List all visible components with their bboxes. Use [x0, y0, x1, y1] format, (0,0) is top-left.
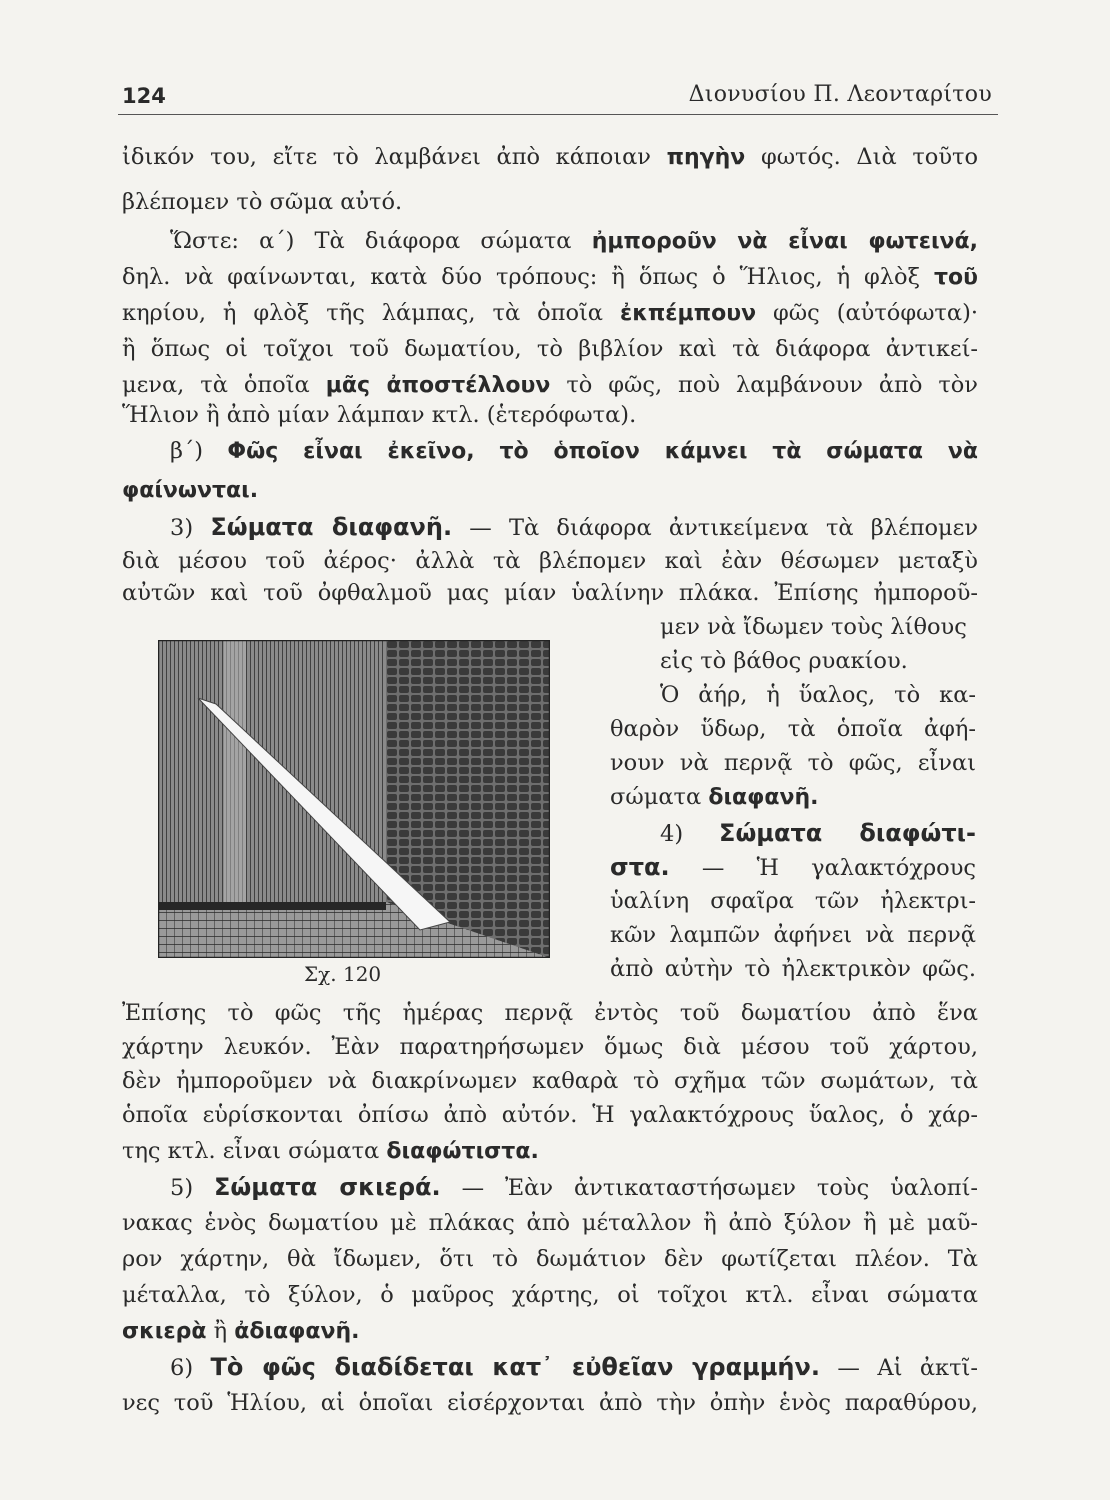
text-line: νουν νὰ περνᾷ τὸ φῶς, εἶναι	[610, 750, 976, 776]
text-line: 5) Σώματα σκιερά. — Ἐὰν ἀντικαταστήσωμεν τοὺς ὑαλοπί-	[170, 1173, 979, 1201]
text-line: κηρίου, ἡ φλὸξ τῆς λάμπας, τὰ ὁποῖα ἐκπέμπουν φῶς (αὐτόφωτα)·	[122, 300, 979, 326]
text-line: 6) Τὸ φῶς διαδίδεται κατ᾽ εὐθεῖαν γραμμήν. — Αἱ ἀκτῖ-	[170, 1353, 978, 1381]
text-line: ὑαλίνη σφαῖρα τῶν ἠλεκτρι-	[610, 888, 976, 914]
text-line: στα. — Ἡ γαλακτόχρους	[610, 853, 977, 881]
text-line: νες τοῦ Ἡλίου, αἱ ὁποῖαι εἰσέρχονται ἀπὸ τὴν ὀπὴν ἑνὸς παραθύρου,	[122, 1390, 978, 1416]
text-line: εἰς τὸ βάθος ρυακίου.	[660, 648, 908, 674]
window-frame	[224, 640, 246, 902]
text-line: βλέπομεν τὸ σῶμα αὐτό.	[122, 189, 403, 215]
text-line: μενα, τὰ ὁποῖα μᾶς ἀποστέλλουν τὸ φῶς, ποὺ λαμβάνουν ἀπὸ τὸν	[122, 372, 978, 398]
text-line: κῶν λαμπῶν ἀφήνει νὰ περνᾷ	[610, 922, 976, 948]
text-line: μεν νὰ ἴδωμεν τοὺς λίθους	[660, 614, 967, 640]
text-line: φαίνωνται.	[122, 478, 259, 503]
text-line: της κτλ. εἶναι σώματα διαφώτιστα.	[122, 1138, 539, 1164]
text-line: Ὥστε: α΄) Τὰ διάφορα σώματα ἠμποροῦν νὰ εἶναι φωτεινά,	[170, 228, 978, 254]
text-line: διὰ μέσου τοῦ ἀέρος· ἀλλὰ τὰ βλέπομεν καὶ ἐὰν θέσωμεν μεταξὺ	[122, 548, 978, 574]
text-line: δὲν ἠμποροῦμεν νὰ διακρίνωμεν καθαρὰ τὸ σχῆμα τῶν σωμάτων, τὰ	[122, 1068, 978, 1094]
text-line: Ἐπίσης τὸ φῶς τῆς ἡμέρας περνᾷ ἐντὸς τοῦ δωματίου ἀπὸ ἕνα	[122, 1000, 978, 1026]
text-line: 3) Σώματα διαφανῆ. — Τὰ διάφορα ἀντικείμενα τὰ βλέπομεν	[170, 513, 979, 541]
page-header	[118, 74, 998, 115]
text-line: νακας ἑνὸς δωματίου μὲ πλάκας ἀπὸ μέταλλον ἢ ἀπὸ ξύλον ἢ μὲ μαῦ-	[122, 1210, 978, 1236]
skirting	[158, 902, 386, 910]
text-line: Ἥλιον ἢ ἀπὸ μίαν λάμπαν κτλ. (ἑτερόφωτα).	[122, 402, 637, 428]
figure-light-through-window	[158, 640, 550, 958]
text-line: β΄) Φῶς εἶναι ἐκεῖνο, τὸ ὁποῖον κάμνει τὰ σώματα νὰ	[170, 438, 978, 464]
text-line: μέταλλα, τὸ ξύλον, ὁ μαῦρος χάρτης, οἱ τοῖχοι κτλ. εἶναι σώματα	[122, 1282, 978, 1308]
text-line: ἰδικόν του, εἴτε τὸ λαμβάνει ἀπὸ κάποιαν πηγὴν φωτός. Διὰ τοῦτο	[122, 144, 978, 170]
text-line: ἀπὸ αὐτὴν τὸ ἠλεκτρικὸν φῶς.	[610, 956, 976, 982]
text-line: Ὁ ἀήρ, ἡ ὕαλος, τὸ κα-	[660, 682, 976, 708]
running-title: Διονυσίου Π. Λεονταρίτου	[688, 82, 992, 107]
text-line: ρον χάρτην, θὰ ἴδωμεν, ὅτι τὸ δωμάτιον δὲν φωτίζεται πλέον. Τὰ	[122, 1246, 978, 1272]
text-line: αὐτῶν καὶ τοῦ ὀφθαλμοῦ μας μίαν ὑαλίνην πλάκα. Ἐπίσης ἠμποροῦ-	[122, 580, 978, 606]
text-line: σώματα διαφανῆ.	[610, 784, 819, 810]
figure-caption: Σχ. 120	[304, 962, 382, 986]
text-line: ὁποῖα εὑρίσκονται ὀπίσω ἀπὸ αὐτόν. Ἡ γαλακτόχρους ὕαλος, ὁ χάρ-	[122, 1102, 978, 1128]
text-line: χάρτην λευκόν. Ἐὰν παρατηρήσωμεν ὅμως διὰ μέσου τοῦ χάρτου,	[122, 1034, 978, 1060]
text-line: θαρὸν ὕδωρ, τὰ ὁποῖα ἀφή-	[610, 716, 976, 742]
page-number: 124	[122, 84, 166, 108]
text-line: ἢ ὅπως οἱ τοῖχοι τοῦ δωματίου, τὸ βιβλίον καὶ τὰ διάφορα ἀντικεί-	[122, 336, 978, 362]
text-line: 4) Σώματα διαφώτι-	[660, 819, 976, 847]
text-line: σκιερὰ ἢ ἀδιαφανῆ.	[122, 1318, 360, 1344]
text-line: δηλ. νὰ φαίνωνται, κατὰ δύο τρόπους: ἢ ὅπως ὁ Ἥλιος, ἡ φλὸξ τοῦ	[122, 264, 978, 290]
